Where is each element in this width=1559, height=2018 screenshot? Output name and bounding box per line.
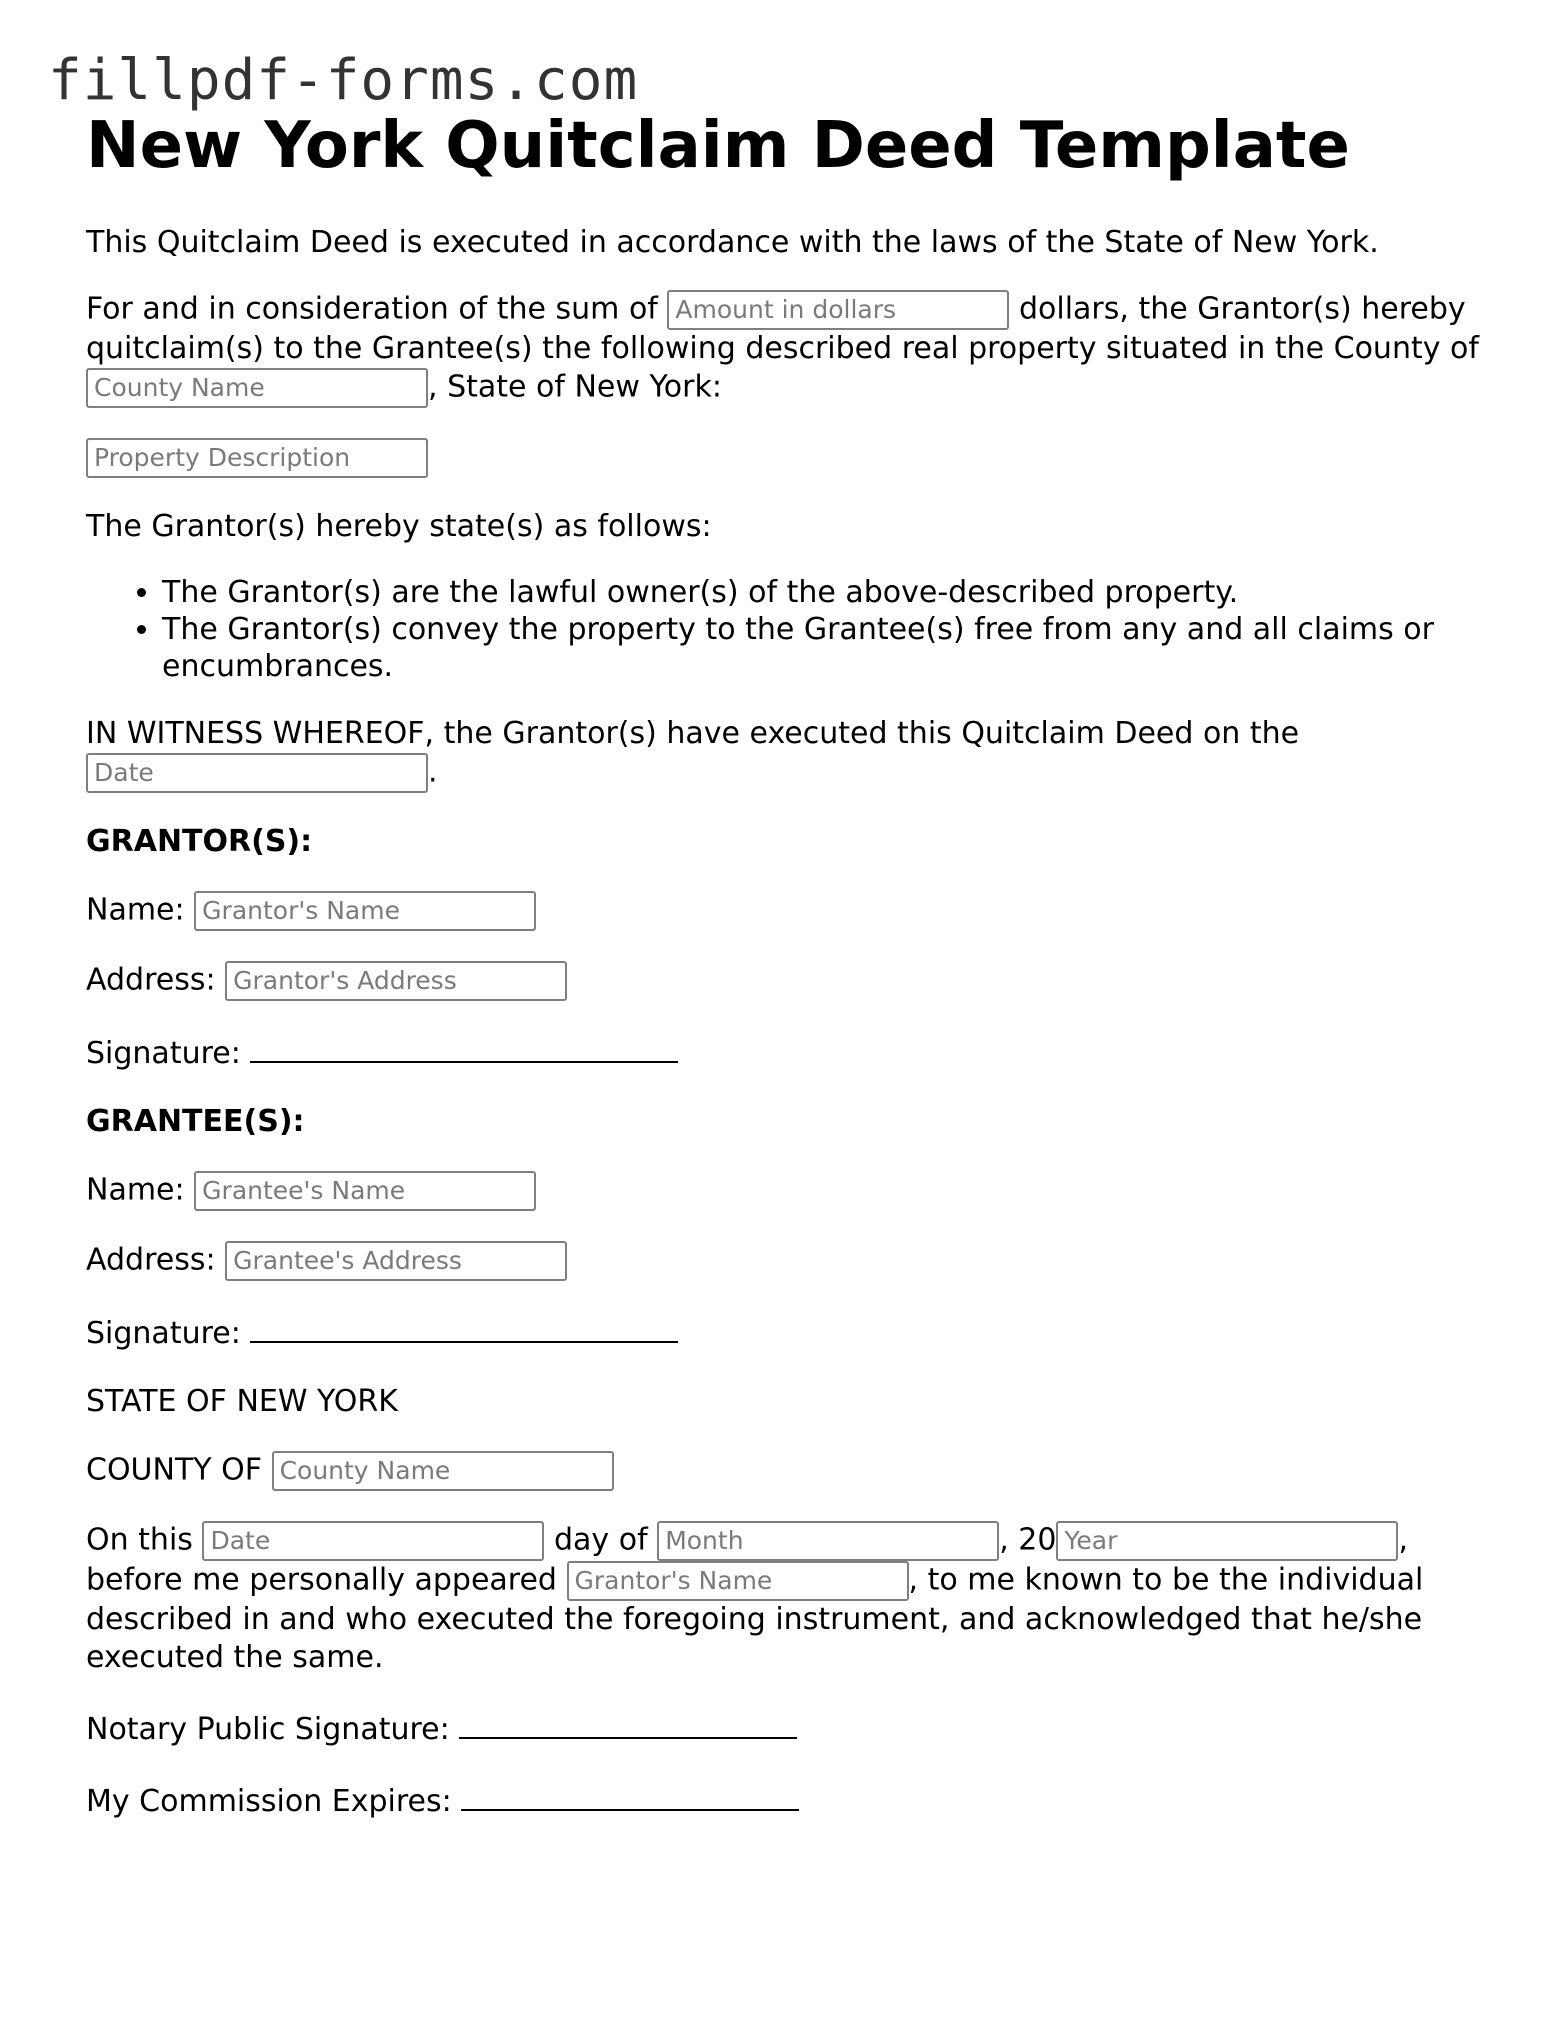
amount-input[interactable]: Amount in dollars bbox=[667, 290, 1009, 330]
notary-year-input[interactable]: Year bbox=[1056, 1521, 1398, 1561]
consideration-text-1: For and in consideration of the sum of bbox=[86, 291, 658, 327]
notary-county-row bbox=[86, 1451, 1486, 1491]
notary-comma: , bbox=[1398, 1522, 1408, 1558]
witness-paragraph bbox=[86, 715, 1486, 793]
watermark: fillpdf-forms.com bbox=[48, 48, 639, 113]
list-item: • The Grantor(s) convey the property to the Grantee(s) free from any and all claims or encumbrances. bbox=[162, 611, 1486, 685]
county-input[interactable]: County Name bbox=[86, 368, 428, 408]
property-description-input[interactable]: Property Description bbox=[86, 438, 428, 478]
deed-document bbox=[86, 108, 1486, 1821]
notary-county-label: COUNTY OF bbox=[86, 1452, 263, 1488]
witness-date-input[interactable]: Date bbox=[86, 753, 428, 793]
grantor-address-input[interactable]: Grantor's Address bbox=[225, 961, 567, 1001]
grantor-address-row bbox=[86, 961, 1486, 1001]
notary-signature-label: Notary Public Signature: bbox=[86, 1712, 450, 1747]
list-item: • The Grantor(s) are the lawful owner(s) of the above-described property. bbox=[162, 574, 1486, 611]
grantee-name-row bbox=[86, 1171, 1486, 1211]
commission-label: My Commission Expires: bbox=[86, 1784, 452, 1819]
notary-day-of: day of bbox=[554, 1522, 648, 1558]
grantee-heading: GRANTEE(S): bbox=[86, 1104, 305, 1139]
grantor-signature-line[interactable] bbox=[250, 1031, 678, 1063]
grantee-name-input[interactable]: Grantee's Name bbox=[194, 1171, 536, 1211]
notary-on-this: On this bbox=[86, 1522, 193, 1558]
grantee-address-row bbox=[86, 1241, 1486, 1281]
notary-grantor-name-input[interactable]: Grantor's Name bbox=[567, 1561, 909, 1601]
grantor-signature-row bbox=[86, 1031, 1486, 1073]
grantee-address-input[interactable]: Grantee's Address bbox=[225, 1241, 567, 1281]
commission-line[interactable] bbox=[461, 1779, 799, 1811]
grantee-signature-row bbox=[86, 1311, 1486, 1353]
notary-state: STATE OF NEW YORK bbox=[86, 1384, 398, 1419]
grantor-address-label: Address: bbox=[86, 962, 216, 998]
notary-acknowledgment bbox=[86, 1521, 1486, 1677]
intro-text: This Quitclaim Deed is executed in accordance with the laws of the State of New York. bbox=[86, 225, 1379, 260]
grantee-signature-line[interactable] bbox=[250, 1311, 678, 1343]
grantee-address-label: Address: bbox=[86, 1242, 216, 1278]
consideration-text-2: dollars, the Grantor(s) hereby quitclaim(s) to the Grantee(s) the following described real property situated in the County of bbox=[86, 291, 1479, 366]
grantee-name-label: Name: bbox=[86, 1172, 185, 1208]
notary-signature-line[interactable] bbox=[459, 1707, 797, 1739]
consideration-text-3: , State of New York: bbox=[428, 369, 722, 405]
grantor-signature-label: Signature: bbox=[86, 1036, 241, 1071]
witness-text: IN WITNESS WHEREOF, the Grantor(s) have executed this Quitclaim Deed on the bbox=[86, 716, 1300, 751]
notary-county-input[interactable]: County Name bbox=[272, 1451, 614, 1491]
consideration-paragraph bbox=[86, 290, 1486, 408]
grantee-signature-label: Signature: bbox=[86, 1316, 241, 1351]
notary-date-input[interactable]: Date bbox=[202, 1521, 544, 1561]
grantor-heading: GRANTOR(S): bbox=[86, 824, 313, 859]
grantor-name-row bbox=[86, 891, 1486, 931]
notary-year-prefix: , 20 bbox=[999, 1522, 1057, 1558]
notary-signature-row bbox=[86, 1707, 1486, 1749]
grantor-name-input[interactable]: Grantor's Name bbox=[194, 891, 536, 931]
statement-list bbox=[86, 574, 1486, 685]
witness-period: . bbox=[428, 754, 438, 790]
notary-before-me: before me personally appeared bbox=[86, 1562, 557, 1598]
page-title: New York Quitclaim Deed Template bbox=[86, 109, 1350, 183]
statement-intro: The Grantor(s) hereby state(s) as follows: bbox=[86, 509, 712, 544]
notary-closing: , to me known to be the individual described in and who executed the foregoing instrument, and acknowledged that he/she executed the same. bbox=[86, 1562, 1424, 1675]
grantor-name-label: Name: bbox=[86, 892, 185, 928]
notary-month-input[interactable]: Month bbox=[657, 1521, 999, 1561]
commission-row bbox=[86, 1779, 1486, 1821]
property-row bbox=[86, 438, 1486, 478]
